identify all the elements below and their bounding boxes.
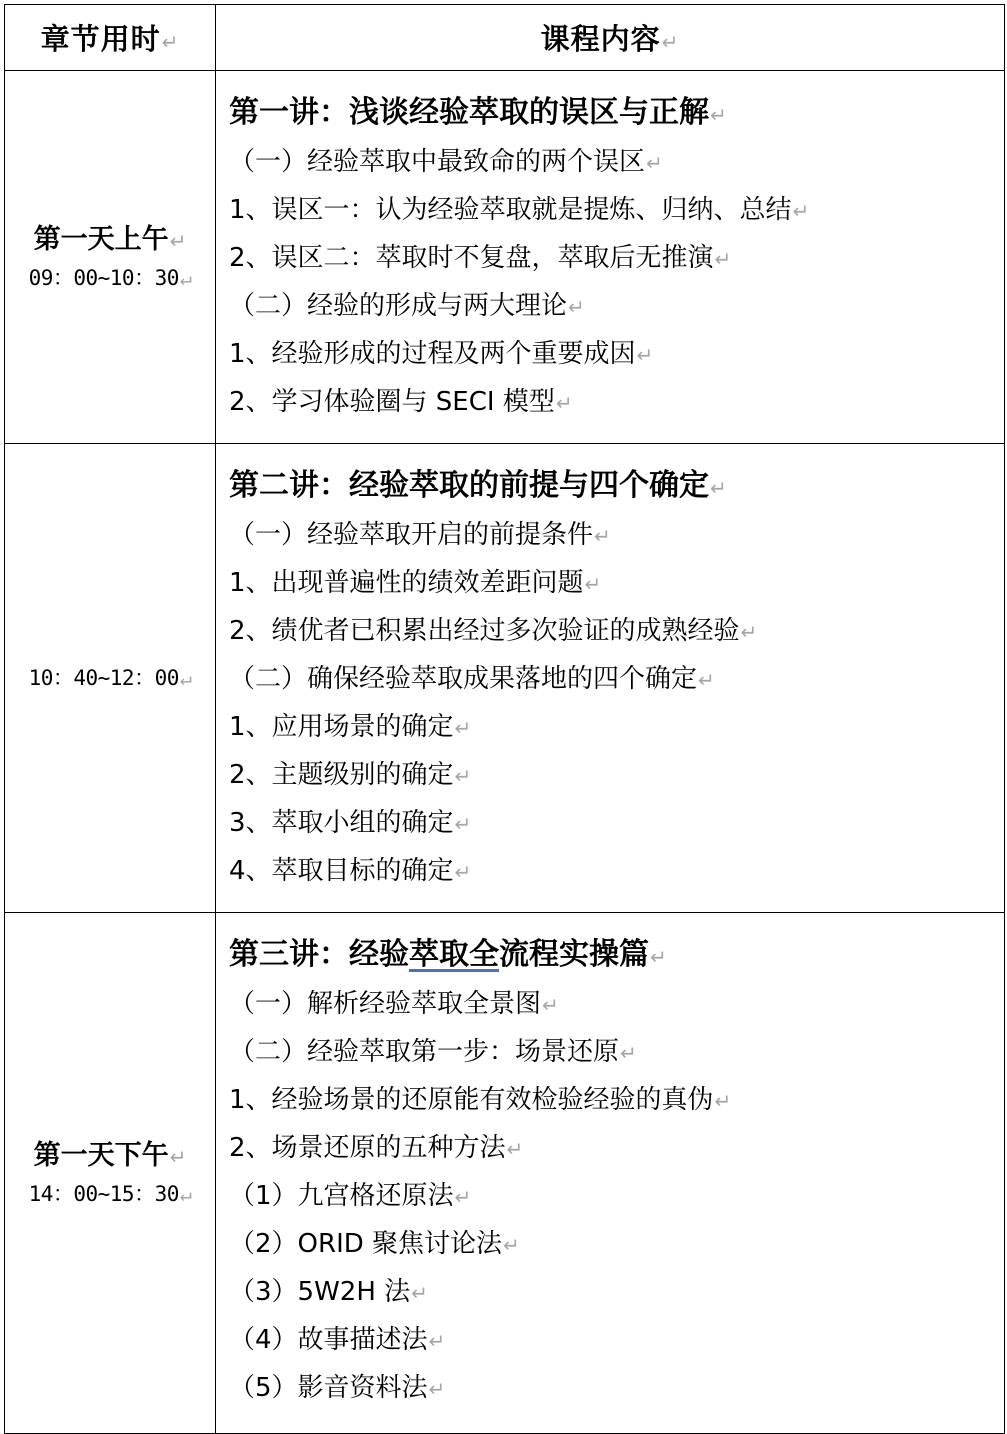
paragraph-mark-icon: ↵ bbox=[584, 572, 602, 596]
paragraph-mark-icon: ↵ bbox=[636, 343, 654, 367]
paragraph-mark-icon: ↵ bbox=[454, 764, 472, 788]
paragraph-mark-icon: ↵ bbox=[646, 151, 663, 175]
content-cell bbox=[216, 71, 1005, 444]
outline-item: 2、场景还原的五种方法↵ bbox=[229, 1133, 524, 1163]
outline-item: 2、主题级别的确定↵ bbox=[229, 760, 472, 790]
paragraph-mark-icon: ↵ bbox=[698, 668, 715, 692]
paragraph-mark-icon: ↵ bbox=[179, 1181, 192, 1206]
paragraph-mark-icon: ↵ bbox=[792, 199, 810, 223]
paragraph-mark-icon: ↵ bbox=[454, 716, 472, 740]
outline-item: （1）九宫格还原法↵ bbox=[229, 1181, 472, 1211]
paragraph-mark-icon: ↵ bbox=[428, 1377, 446, 1401]
paragraph-mark-icon: ↵ bbox=[714, 1089, 732, 1113]
paragraph-mark-icon: ↵ bbox=[661, 30, 680, 54]
outline-item: 3、萃取小组的确定↵ bbox=[229, 808, 472, 838]
header-content-cell bbox=[216, 5, 1005, 71]
outline-item: （4）故事描述法↵ bbox=[229, 1325, 446, 1355]
outline-item: 4、萃取目标的确定↵ bbox=[229, 856, 472, 886]
header-time-label: 章节用时 bbox=[40, 22, 161, 56]
content-cell bbox=[216, 444, 1005, 913]
schedule-row bbox=[5, 444, 1005, 913]
time-cell bbox=[5, 71, 216, 444]
outline-item: 2、误区二：萃取时不复盘，萃取后无推演↵ bbox=[229, 243, 732, 273]
time-range: 09：00~10：30↵ bbox=[28, 265, 192, 290]
time-cell bbox=[5, 913, 216, 1434]
schedule-row bbox=[5, 913, 1005, 1434]
paragraph-mark-icon: ↵ bbox=[740, 620, 758, 644]
outline-item: （一）解析经验萃取全景图↵ bbox=[229, 989, 559, 1019]
session-label: 第一天上午↵ bbox=[33, 223, 187, 255]
paragraph-mark-icon: ↵ bbox=[179, 666, 192, 690]
outline-item: （3）5W2H 法↵ bbox=[229, 1277, 428, 1307]
paragraph-mark-icon: ↵ bbox=[503, 1233, 520, 1257]
time-range: 14：00~15：30↵ bbox=[28, 1181, 192, 1206]
outline-item: 1、误区一：认为经验萃取就是提炼、归纳、总结↵ bbox=[229, 195, 810, 225]
paragraph-mark-icon: ↵ bbox=[568, 295, 585, 319]
paragraph-mark-icon: ↵ bbox=[710, 103, 727, 127]
time-cell bbox=[5, 444, 216, 913]
outline-item: （一）经验萃取中最致命的两个误区↵ bbox=[229, 147, 663, 177]
outline-item: （二）经验的形成与两大理论↵ bbox=[229, 291, 585, 321]
paragraph-mark-icon: ↵ bbox=[594, 524, 611, 548]
paragraph-mark-icon: ↵ bbox=[542, 993, 559, 1017]
paragraph-mark-icon: ↵ bbox=[169, 1144, 187, 1169]
paragraph-mark-icon: ↵ bbox=[428, 1329, 446, 1353]
outline-item: （2）ORID 聚焦讨论法↵ bbox=[229, 1229, 520, 1259]
outline-item: （二）确保经验萃取成果落地的四个确定↵ bbox=[229, 664, 715, 694]
content-cell bbox=[216, 913, 1005, 1434]
paragraph-mark-icon: ↵ bbox=[710, 476, 727, 500]
outline-item: 1、经验形成的过程及两个重要成因↵ bbox=[229, 339, 654, 369]
paragraph-mark-icon: ↵ bbox=[179, 265, 192, 290]
header-row bbox=[5, 5, 1005, 71]
paragraph-mark-icon: ↵ bbox=[650, 945, 667, 969]
lecture-title: 第三讲：经验萃取全流程实操篇↵ bbox=[229, 937, 667, 972]
header-content-label: 课程内容 bbox=[540, 22, 661, 56]
schedule-row bbox=[5, 71, 1005, 444]
paragraph-mark-icon: ↵ bbox=[454, 860, 472, 884]
outline-item: （5）影音资料法↵ bbox=[229, 1373, 446, 1403]
lecture-title: 第一讲：浅谈经验萃取的误区与正解↵ bbox=[229, 95, 727, 130]
outline-item: （一）经验萃取开启的前提条件↵ bbox=[229, 520, 611, 550]
outline-item: 1、出现普遍性的绩效差距问题↵ bbox=[229, 568, 602, 598]
paragraph-mark-icon: ↵ bbox=[620, 1041, 637, 1065]
paragraph-mark-icon: ↵ bbox=[506, 1137, 524, 1161]
outline-item: 2、绩优者已积累出经过多次验证的成熟经验↵ bbox=[229, 616, 758, 646]
lecture-title: 第二讲：经验萃取的前提与四个确定↵ bbox=[229, 468, 727, 503]
paragraph-mark-icon: ↵ bbox=[714, 247, 732, 271]
time-range: 10：40~12：00↵ bbox=[28, 666, 192, 690]
header-time-cell bbox=[5, 5, 216, 71]
underlined-text: 萃取全 bbox=[409, 937, 499, 972]
outline-item: 2、学习体验圈与 SECI 模型↵ bbox=[229, 387, 573, 417]
session-label: 第一天下午↵ bbox=[33, 1139, 187, 1171]
outline-item: （二）经验萃取第一步：场景还原↵ bbox=[229, 1037, 637, 1067]
paragraph-mark-icon: ↵ bbox=[411, 1281, 428, 1305]
paragraph-mark-icon: ↵ bbox=[169, 228, 187, 253]
paragraph-mark-icon: ↵ bbox=[454, 812, 472, 836]
outline-item: 1、经验场景的还原能有效检验经验的真伪↵ bbox=[229, 1085, 732, 1115]
course-schedule-table bbox=[4, 4, 1005, 1434]
paragraph-mark-icon: ↵ bbox=[555, 391, 573, 415]
paragraph-mark-icon: ↵ bbox=[161, 30, 180, 54]
outline-item: 1、应用场景的确定↵ bbox=[229, 712, 472, 742]
paragraph-mark-icon: ↵ bbox=[454, 1185, 472, 1209]
